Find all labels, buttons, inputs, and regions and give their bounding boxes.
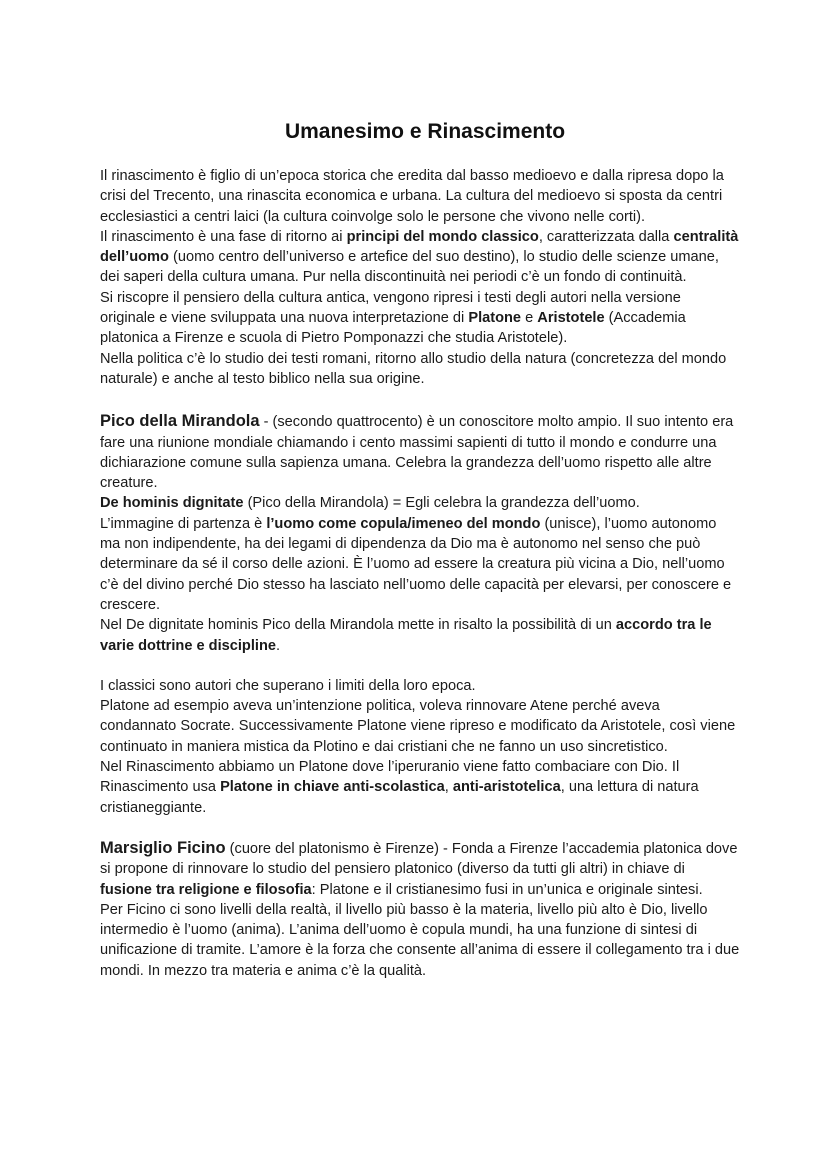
text-run: . <box>276 637 281 654</box>
paragraph <box>100 166 740 227</box>
paragraph <box>100 514 740 615</box>
text-run: L’immagine di partenza è <box>100 515 267 532</box>
text-run: Nel De dignitate hominis Pico della Mirandola mette in risalto la possibilità di un <box>100 617 616 634</box>
section-4 <box>100 838 740 981</box>
text-run: (cuore del platonismo è Firenze) - Fonda a Firenze l’accademia platonica dove si propone di rinnovare lo studio del pensiero platonico (diverso da tutti gli altri) in chiave di <box>100 840 738 878</box>
bold-text: Platone <box>468 310 522 327</box>
text-run: , una lettura di natura cristianeggiante. <box>100 779 699 816</box>
bold-text: Platone in chiave anti-scolastica <box>220 779 445 796</box>
text-run: (Pico della Mirandola) = Egli celebra la grandezza dell’uomo. <box>243 495 640 512</box>
paragraph <box>100 615 740 656</box>
text-run: (unisce), l’uomo autonomo ma non indipendente, ha dei legami di dipendenza da Dio ma è autonomo nel senso che può determinare da sé il corso delle azioni. È l’uomo ad essere la creatura più vicina a Dio, nell’uomo c’è del divino perché Dio stesso ha lasciato nell’uomo delle capacità per elevarsi, per conoscere e crescere. <box>100 515 732 613</box>
text-run: (Accademia platonica a Firenze e scuola di Pietro Pomponazzi che studia Aristotele). <box>100 310 686 347</box>
text-run: , caratterizzata dalla <box>538 228 674 245</box>
bold-text: l’uomo come copula/imeneo del mondo <box>266 515 541 532</box>
paragraph <box>100 349 740 390</box>
bold-text: principi del mondo classico <box>346 228 539 245</box>
paragraph <box>100 676 740 696</box>
paragraph <box>100 493 740 513</box>
text-run: I classici sono autori che superano i limiti della loro epoca. <box>100 677 476 694</box>
text-run: Per Ficino ci sono livelli della realtà, il livello più basso è la materia, livello più alto è Dio, livello intermedio è l’uomo (anima). L’anima dell’uomo è copula mundi, ha una funzione di sintesi di unificazione di tramite. L’amore è la forza che consente all’anima di essere il collegamento tra i due mondi. In mezzo tra materia e anima c’è la qualità. <box>100 901 740 979</box>
bold-text: anti-aristotelica <box>452 779 561 796</box>
text-run: Nella politica c’è lo studio dei testi romani, ritorno allo studio della natura (concretezza del mondo naturale) e anche al testo biblico nella sua origine. <box>100 350 727 387</box>
text-run: (uomo centro dell’universo e artefice del suo destino), lo studio delle scienze umane, dei saperi della cultura umana. Pur nella discontinuità nei periodi c’è un fondo di continuità. <box>100 249 719 286</box>
text-run: Il rinascimento è figlio di un’epoca storica che eredita dal basso medioevo e dalla ripresa dopo la crisi del Trecento, una rinascita economica e urbana. La cultura del medioevo si sposta da centri ecclesiastici a centri laici (la cultura coinvolge solo le persone che vivono nelle corti). <box>100 168 724 225</box>
section-heading: Marsiglio Ficino <box>100 838 226 857</box>
paragraph <box>100 900 740 981</box>
bold-text: Aristotele <box>537 310 605 327</box>
text-run: Si riscopre il pensiero della cultura antica, vengono ripresi i testi degli autori nella versione originale e viene sviluppata una nuova interpretazione di <box>100 289 681 327</box>
paragraph <box>100 227 740 288</box>
text-run: : Platone e il cristianesimo fusi in un’unica e originale sintesi. <box>311 881 703 898</box>
document-page <box>100 118 740 1001</box>
paragraph <box>100 696 740 757</box>
section-3 <box>100 676 740 818</box>
text-run: Platone ad esempio aveva un’intenzione politica, voleva rinnovare Atene perché aveva condannato Socrate. Successivamente Platone viene ripreso e modificato da Aristotele, così viene continuato in maniera mistica da Plotino e dai cristiani che ne fanno un uso sincretistico. <box>100 698 736 755</box>
bold-text: De hominis dignitate <box>100 495 244 512</box>
paragraph <box>100 411 740 493</box>
text-run: Nel Rinascimento abbiamo un Platone dove l’iperuranio viene fatto combaciare con Dio. Il Rinascimento usa <box>100 759 680 796</box>
bold-text: centralità dell’uomo <box>100 228 739 266</box>
paragraph <box>100 757 740 818</box>
text-run: - (secondo quattrocento) è un conoscitore molto ampio. Il suo intento era fare una riunione mondiale chiamando i cento massimi sapienti di tutto il mondo e condurre una dichiarazione comune sulla sapienza umana. Celebra la grandezza dell’uomo rispetto alle altre creature. <box>100 414 734 492</box>
text-run: e <box>521 310 538 327</box>
bold-text: accordo tra le varie dottrine e discipline <box>100 617 712 654</box>
section-1 <box>100 166 740 389</box>
document-body <box>100 166 740 981</box>
text-run: , <box>444 779 453 796</box>
text-run: Il rinascimento è una fase di ritorno ai <box>100 228 347 245</box>
section-heading: Pico della Mirandola <box>100 412 260 431</box>
section-2 <box>100 411 740 656</box>
paragraph <box>100 288 740 349</box>
paragraph <box>100 838 740 900</box>
bold-text: fusione tra religione e filosofia <box>100 881 312 898</box>
page-title: Umanesimo e Rinascimento <box>284 120 566 143</box>
